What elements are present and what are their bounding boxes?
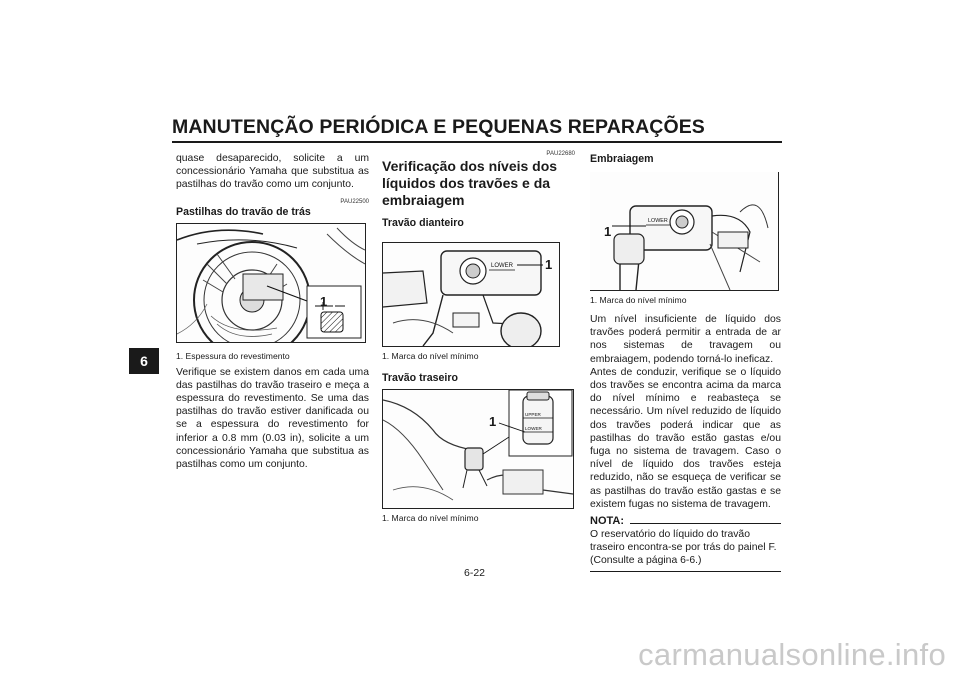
section-code: PAU22680 — [546, 151, 575, 157]
page-title: MANUTENÇÃO PERIÓDICA E PEQUENAS REPARAÇÕES — [172, 116, 705, 138]
page-number: 6-22 — [464, 567, 486, 579]
figure-callout-1: 1 — [320, 294, 328, 309]
note-end-rule — [590, 571, 781, 572]
column-1 — [176, 152, 369, 471]
column-3 — [590, 153, 781, 572]
note-text: O reservatório do líquido do travão traseiro encontra-se por trás do painel F. (Consulte a página 6-6.) — [590, 529, 777, 567]
rear-pads-heading: Pastilhas do travão de trás — [176, 205, 311, 218]
lower-mark-text: LOWER — [525, 426, 542, 431]
figure-callout-1: 1 — [545, 257, 553, 272]
rear-pads-paragraph: Verifique se existem danos em cada uma das pastilhas do travão traseiro e meça a espessura do revestimento. Se uma das pastilhas do travão estiver danificada ou se a espessura do revestimento for inferior a 0.8 mm (0.03 in), solicite a um concessionário Yamaha que substitua as pastilhas como um conjunto. — [176, 366, 369, 471]
chapter-tab: 6 — [129, 348, 159, 374]
upper-mark-text: UPPER — [525, 412, 541, 417]
clutch-figure-caption: 1. Marca do nível mínimo — [590, 295, 687, 305]
title-rule — [172, 141, 782, 143]
rear-brake-pad-figure — [176, 223, 366, 343]
section-code: PAU22500 — [340, 198, 369, 205]
front-brake-reservoir-illustration — [383, 243, 559, 346]
clutch-paragraph-2: Antes de conduzir, verifique se o líquido dos travões se encontra acima da marca do nível mínimo e reabasteça se necessário. Um nível reduzido de líquido dos travões poderá indicar que as pastilhas do travão estão gastas e/ou fuga no sistema de travagem. Caso o nível de líquido dos travões esteja reduzido, não se esqueça de verificar se as pastilhas do travão estão gastas e se existem fugas no sistema de travagem. — [590, 366, 781, 510]
figure-callout-1: 1 — [489, 414, 497, 429]
clutch-paragraph-1: Um nível insuficiente de líquido dos travões poderá permitir a entrada de ar nos sistemas de travagem ou embraiagem, podendo torná-lo ineficaz. — [590, 314, 781, 365]
intro-paragraph: quase desaparecido, solicite a um concessionário Yamaha que substitua as pastilhas do travão como um conjunto. — [176, 153, 369, 191]
lower-mark-text: LOWER — [648, 218, 668, 224]
rear-brake-figure — [382, 389, 574, 509]
rear-figure-caption: 1. Marca do nível mínimo — [382, 513, 479, 523]
column-2 — [382, 151, 575, 523]
front-brake-heading: Travão dianteiro — [382, 217, 464, 229]
front-figure-caption: 1. Marca do nível mínimo — [382, 351, 479, 361]
clutch-heading: Embraiagem — [590, 153, 654, 165]
figure-callout-1: 1 — [604, 224, 612, 239]
rear-brake-reservoir-illustration — [383, 390, 573, 508]
note-header — [590, 515, 781, 527]
front-brake-figure — [382, 242, 560, 347]
rear-brake-heading: Travão traseiro — [382, 372, 458, 384]
note-label: NOTA: — [590, 515, 625, 528]
note-rule — [630, 523, 781, 524]
figure-caption: 1. Espessura do revestimento — [176, 350, 290, 361]
lower-mark-text: LOWER — [491, 263, 514, 269]
rear-brake-pad-illustration — [177, 224, 365, 342]
fluid-levels-heading: Verificação dos níveis dos líquidos dos travões e da embraiagem — [382, 158, 558, 208]
watermark: carmanualsonline.info — [638, 637, 946, 672]
clutch-reservoir-illustration — [590, 172, 778, 290]
clutch-figure — [590, 172, 779, 291]
